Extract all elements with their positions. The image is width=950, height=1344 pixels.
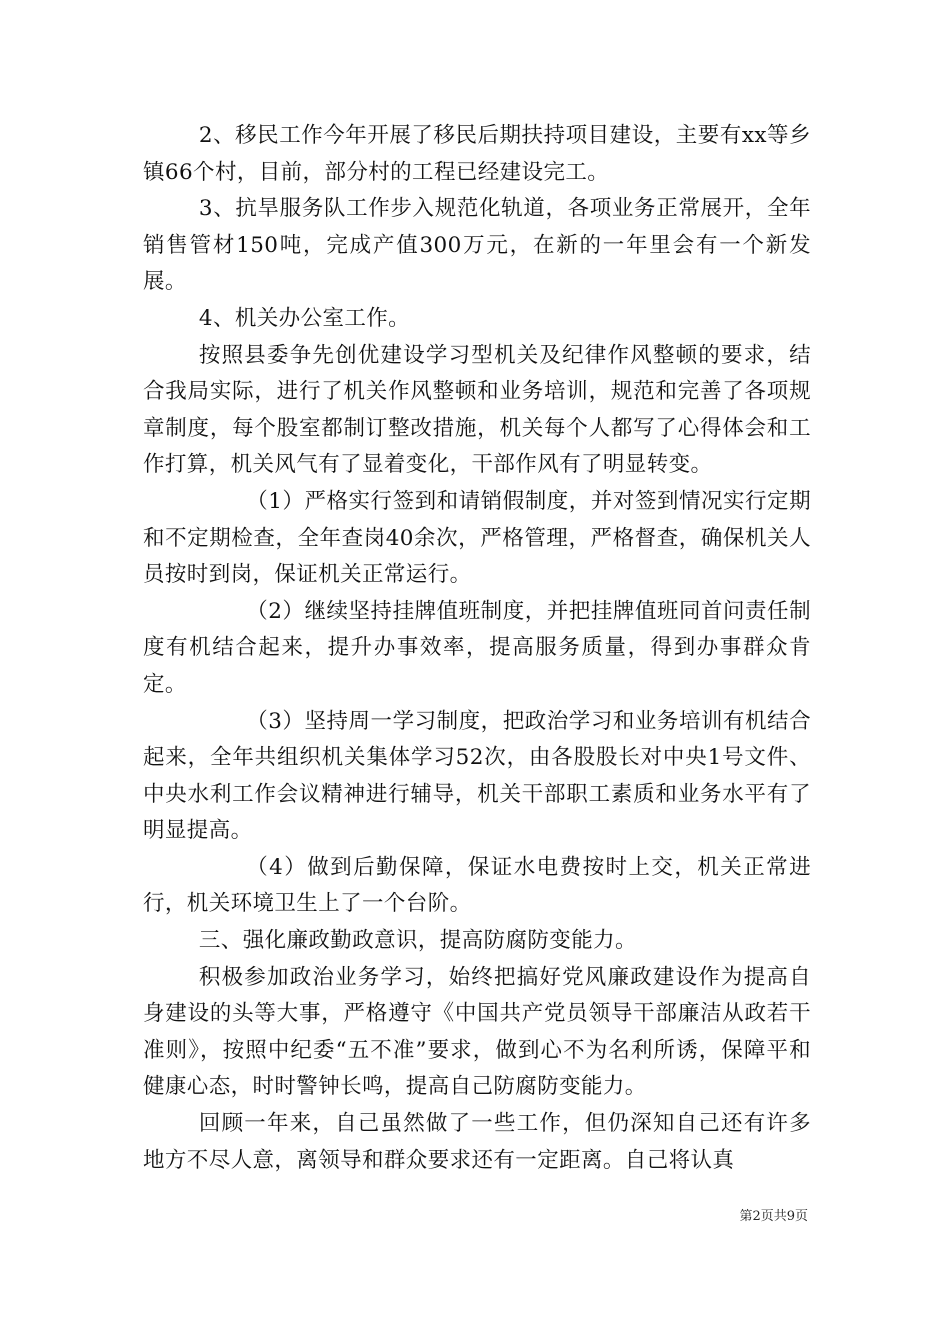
paragraph-item-2: （2）继续坚持挂牌值班制度，并把挂牌值班同首问责任制度有机结合起来，提升办事效率，提高服务质量，得到办事群众肯定。 <box>143 598 811 697</box>
paragraph-integrity: 积极参加政治业务学习，始终把搞好党风廉政建设作为提高自身建设的头等大事，严格遵守《中国共产党员领导干部廉洁从政若干准则》，按照中纪委“五不准”要求，做到心不为名利所诱，保障平和健康心态，时时警钟长鸣，提高自己防腐防变能力。 <box>143 964 811 1100</box>
paragraph-drought-service: 3、抗旱服务队工作步入规范化轨道，各项业务正常展开，全年销售管材150吨，完成产值300万元，在新的一年里会有一个新发展。 <box>143 196 811 295</box>
paragraph-resettlement: 2、移民工作今年开展了移民后期扶持项目建设，主要有xx等乡镇66个村，目前，部分村的工程已经建设完工。 <box>143 123 811 185</box>
paragraph-item-4: （4）做到后勤保障，保证水电费按时上交，机关正常进行，机关环境卫生上了一个台阶。 <box>143 854 811 917</box>
paragraph-review: 回顾一年来，自己虽然做了一些工作，但仍深知自己还有许多地方不尽人意，离领导和群众要求还有一定距离。自己将认真 <box>143 1111 811 1173</box>
paragraph-office-heading: 4、机关办公室工作。 <box>198 305 411 331</box>
document-body <box>143 118 811 1179</box>
section-heading-integrity: 三、强化廉政勤政意识，提高防腐防变能力。 <box>198 928 637 954</box>
paragraph-item-1: （1）严格实行签到和请销假制度，并对签到情况实行定期和不定期检查，全年查岗40余次，严格管理，严格督查，确保机关人员按时到岗，保证机关正常运行。 <box>143 488 811 588</box>
paragraph-office-rectification: 按照县委争先创优建设学习型机关及纪律作风整顿的要求，结合我局实际，进行了机关作风整顿和业务培训，规范和完善了各项规章制度，每个股室都制订整改措施，机关每个人都写了心得体会和工作打算，机关风气有了显着变化，干部作风有了明显转变。 <box>143 342 811 478</box>
page-number: 第2页共9页 <box>739 1209 808 1224</box>
paragraph-item-3: （3）坚持周一学习制度，把政治学习和业务培训有机结合起来，全年共组织机关集体学习52次，由各股股长对中央1号文件、中央水利工作会议精神进行辅导，机关干部职工素质和业务水平有了明显提高。 <box>143 708 811 844</box>
